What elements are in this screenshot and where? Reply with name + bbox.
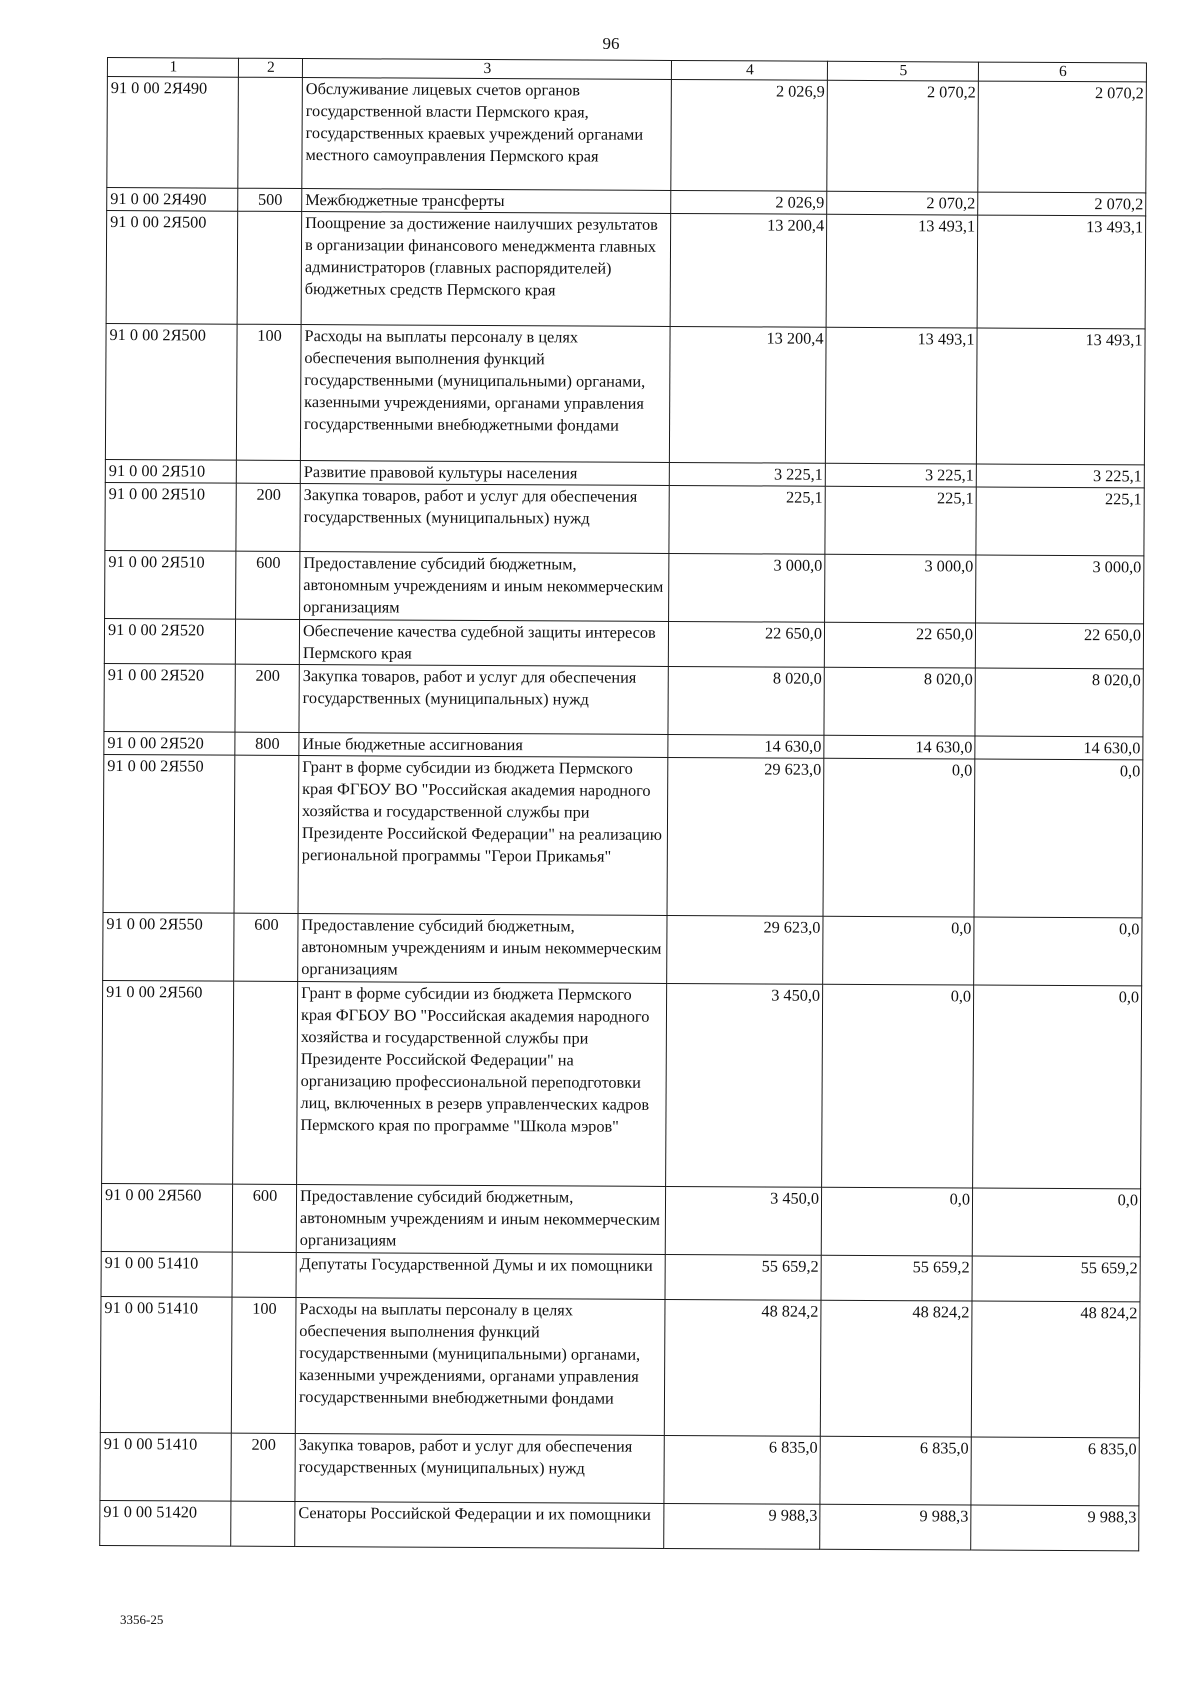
- row-expense-type: 200: [236, 483, 300, 551]
- row-amount-col5: 2 070,2: [827, 191, 978, 215]
- table-row: [107, 77, 1147, 193]
- row-amount-col6: 0,0: [974, 759, 1143, 918]
- row-code: 91 0 00 2Я500: [106, 211, 238, 325]
- row-amount-col5: 9 988,3: [820, 1504, 971, 1550]
- row-code: 91 0 00 2Я550: [103, 754, 235, 913]
- row-amount-col6: 22 650,0: [975, 623, 1143, 669]
- row-code: 91 0 00 2Я510: [105, 482, 236, 551]
- table-row: [101, 1251, 1140, 1301]
- row-amount-col5: 8 020,0: [824, 667, 975, 736]
- row-code: 91 0 00 2Я520: [104, 663, 235, 732]
- row-description: Развитие правовой культуры населения: [300, 461, 669, 486]
- row-expense-type: 600: [236, 551, 300, 619]
- row-description: Закупка товаров, работ и услуг для обеспечения государственных (муниципальных) нужд: [300, 484, 669, 554]
- row-description: Закупка товаров, работ и услуг для обеспечения государственных (муниципальных) нужд: [299, 665, 668, 735]
- row-description: Грант в форме субсидии из бюджета Пермского края ФГБОУ ВО "Российская академия народного хозяйства и государственной службы при Президенте Российской Федерации" на организацию профессиональной переподготовки лиц, включенных в резерв управленческих кадров Пермского края по программе "Школа мэров": [297, 982, 667, 1187]
- row-amount-col4: 29 623,0: [667, 757, 824, 916]
- row-amount-col5: 225,1: [825, 486, 976, 555]
- row-amount-col4: 55 659,2: [665, 1254, 821, 1300]
- row-amount-col6: 0,0: [973, 985, 1142, 1189]
- header-col-3: 3: [302, 59, 671, 80]
- row-amount-col4: 2 026,9: [671, 190, 827, 214]
- row-expense-type: 100: [236, 324, 301, 460]
- budget-table: [99, 57, 1147, 1551]
- row-code: 91 0 00 2Я510: [105, 550, 236, 619]
- row-description: Сенаторы Российской Федерации и их помощники: [295, 1502, 664, 1549]
- row-amount-col5: 0,0: [823, 758, 975, 917]
- row-amount-col6: 14 630,0: [975, 736, 1143, 760]
- table-row: [103, 754, 1143, 917]
- row-description: Предоставление субсидий бюджетным, автономным учреждениям и иным некоммерческим организациям: [296, 1185, 665, 1255]
- row-amount-col5: 6 835,0: [820, 1436, 971, 1505]
- row-description: Расходы на выплаты персоналу в целях обеспечения выполнения функций государственными (муниципальными) органами, казенными учреждениями, органами управления государственными внебюджетными фондами: [300, 325, 670, 463]
- row-code: 91 0 00 51410: [101, 1251, 232, 1297]
- row-expense-type: 800: [235, 732, 299, 755]
- row-amount-col6: 225,1: [976, 487, 1144, 556]
- row-amount-col6: 9 988,3: [971, 1505, 1139, 1551]
- row-amount-col4: 13 200,4: [670, 213, 827, 327]
- row-amount-col4: 3 225,1: [669, 462, 825, 486]
- row-amount-col4: 225,1: [669, 485, 825, 554]
- row-code: 91 0 00 51420: [100, 1500, 231, 1546]
- table-row: [103, 912, 1142, 985]
- row-amount-col4: 14 630,0: [668, 734, 824, 758]
- table-row: [101, 1183, 1140, 1256]
- row-code: 91 0 00 2Я510: [105, 459, 236, 483]
- row-amount-col4: 6 835,0: [664, 1435, 820, 1504]
- row-amount-col4: 8 020,0: [668, 666, 824, 735]
- header-col-1: 1: [107, 58, 238, 78]
- row-expense-type: [231, 1501, 295, 1546]
- header-col-5: 5: [827, 61, 978, 81]
- page-number: 96: [602, 34, 620, 53]
- row-amount-col6: 55 659,2: [972, 1256, 1140, 1302]
- row-expense-type: [236, 460, 300, 483]
- row-expense-type: [237, 211, 302, 324]
- header-col-4: 4: [671, 60, 827, 80]
- row-expense-type: [238, 77, 303, 188]
- row-description: Грант в форме субсидии из бюджета Пермского края ФГБОУ ВО "Российская академия народного хозяйства и государственной службы при Президенте Российской Федерации" на реализацию региональной программы "Герои Прикамья": [298, 756, 668, 916]
- table-row: [100, 1432, 1139, 1505]
- row-expense-type: 100: [231, 1297, 296, 1433]
- table-row: [104, 663, 1143, 736]
- row-amount-col6: 13 493,1: [977, 215, 1146, 329]
- row-description: Обслуживание лицевых счетов органов государственной власти Пермского края, государственных краевых учреждений органами местного самоуправления Пермского края: [302, 78, 672, 191]
- row-amount-col5: 2 070,2: [827, 80, 979, 192]
- row-amount-col4: 3 450,0: [665, 1186, 821, 1255]
- row-code: 91 0 00 2Я490: [107, 188, 238, 212]
- row-code: 91 0 00 2Я550: [103, 912, 234, 981]
- row-description: Предоставление субсидий бюджетным, автономным учреждениям и иным некоммерческим организациям: [298, 914, 667, 984]
- row-amount-col5: 3 000,0: [825, 554, 976, 623]
- table-row: [100, 1500, 1139, 1550]
- row-expense-type: [232, 1252, 296, 1297]
- table-row: [100, 1296, 1140, 1437]
- row-expense-type: 600: [234, 913, 298, 981]
- row-description: Депутаты Государственной Думы и их помощники: [296, 1253, 665, 1300]
- row-amount-col4: 9 988,3: [664, 1503, 820, 1549]
- document-number: 3356-25: [120, 1612, 164, 1627]
- row-description: Поощрение за достижение наилучших результатов в организации финансового менеджмента главных администраторов (главных распорядителей) бюджетных средств Пермского края: [301, 212, 671, 327]
- row-expense-type: 200: [235, 664, 299, 732]
- row-amount-col6: 6 835,0: [971, 1437, 1139, 1506]
- table-row: [104, 618, 1143, 668]
- row-expense-type: 500: [238, 188, 302, 211]
- row-expense-type: [233, 981, 298, 1184]
- row-amount-col6: 2 070,2: [978, 81, 1147, 193]
- row-code: 91 0 00 2Я490: [107, 77, 239, 189]
- row-amount-col4: 13 200,4: [669, 326, 826, 463]
- row-code: 91 0 00 51410: [100, 1432, 231, 1501]
- row-amount-col6: 13 493,1: [976, 328, 1145, 465]
- table-row: [105, 482, 1144, 555]
- row-amount-col5: 55 659,2: [821, 1255, 972, 1301]
- budget-table-sheet: [99, 57, 1147, 1551]
- row-amount-col5: 3 225,1: [825, 463, 976, 487]
- row-amount-col6: 0,0: [972, 1188, 1140, 1257]
- table-row: [106, 211, 1146, 329]
- row-amount-col4: 3 450,0: [666, 983, 823, 1187]
- row-amount-col6: 3 225,1: [976, 464, 1144, 488]
- row-amount-col4: 2 026,9: [671, 79, 828, 191]
- row-code: 91 0 00 2Я520: [104, 731, 235, 755]
- row-amount-col6: 2 070,2: [978, 192, 1146, 216]
- header-col-6: 6: [978, 62, 1146, 82]
- row-amount-col5: 0,0: [821, 1187, 972, 1256]
- row-amount-col6: 3 000,0: [976, 555, 1144, 624]
- table-row: [102, 980, 1142, 1188]
- row-description: Закупка товаров, работ и услуг для обеспечения государственных (муниципальных) нужд: [295, 1434, 664, 1504]
- row-amount-col5: 13 493,1: [826, 214, 978, 328]
- row-amount-col5: 22 650,0: [824, 622, 975, 668]
- row-amount-col5: 13 493,1: [825, 327, 977, 464]
- row-amount-col6: 8 020,0: [975, 668, 1143, 737]
- row-expense-type: [235, 619, 299, 664]
- row-amount-col5: 0,0: [822, 984, 974, 1188]
- row-amount-col4: 48 824,2: [664, 1299, 821, 1436]
- row-amount-col5: 48 824,2: [820, 1300, 972, 1437]
- row-amount-col4: 3 000,0: [669, 553, 825, 622]
- row-amount-col4: 22 650,0: [668, 621, 824, 667]
- row-description: Межбюджетные трансферты: [302, 189, 671, 214]
- row-expense-type: [234, 755, 299, 913]
- row-expense-type: 600: [232, 1184, 296, 1252]
- row-code: 91 0 00 2Я500: [105, 323, 237, 460]
- row-description: Расходы на выплаты персоналу в целях обеспечения выполнения функций государственными (муниципальными) органами, казенными учреждениями, органами управления государственными внебюджетными фондами: [295, 1298, 665, 1436]
- row-amount-col4: 29 623,0: [667, 915, 823, 984]
- row-amount-col5: 14 630,0: [824, 735, 975, 759]
- row-amount-col6: 48 824,2: [971, 1301, 1140, 1438]
- row-expense-type: 200: [231, 1433, 295, 1501]
- row-description: Предоставление субсидий бюджетным, автономным учреждениям и иным некоммерческим организациям: [300, 552, 669, 622]
- row-amount-col5: 0,0: [823, 916, 974, 985]
- row-description: Иные бюджетные ассигнования: [299, 733, 668, 758]
- row-description: Обеспечение качества судебной защиты интересов Пермского края: [299, 620, 668, 667]
- table-row: [105, 323, 1145, 464]
- table-row: [105, 550, 1144, 623]
- row-code: 91 0 00 2Я520: [104, 618, 235, 664]
- row-code: 91 0 00 2Я560: [101, 1183, 232, 1252]
- row-code: 91 0 00 2Я560: [102, 980, 234, 1184]
- row-code: 91 0 00 51410: [100, 1296, 232, 1433]
- header-col-2: 2: [238, 58, 302, 77]
- row-amount-col6: 0,0: [974, 917, 1142, 986]
